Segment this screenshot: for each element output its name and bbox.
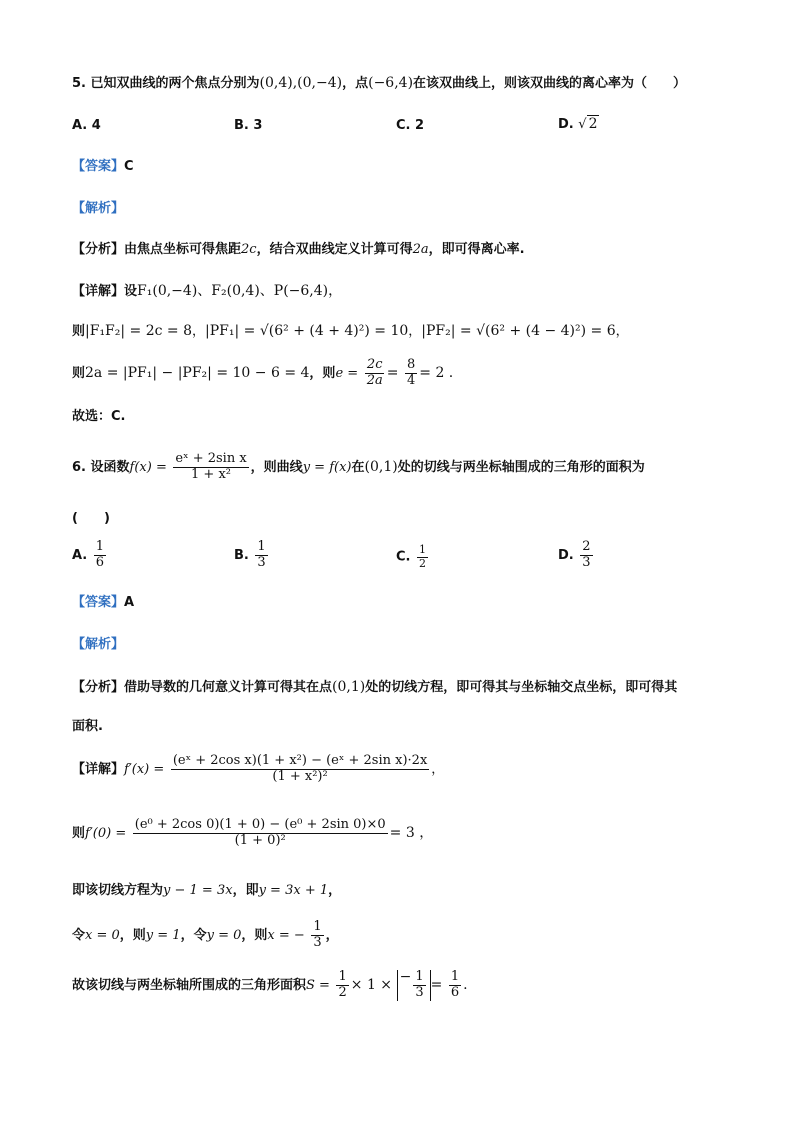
q5-option-c: C. 2 (396, 118, 425, 133)
q6-option-d: D. $\frac{2}{3}$ (558, 539, 591, 570)
q6-option-a: A. $\frac{1}{6}$ (72, 539, 105, 570)
q5-option-a: A. 4 (72, 118, 101, 133)
fraction: $\frac{8}{4}$ (406, 357, 416, 388)
q5-stem: 5. 已知双曲线的两个焦点分别为(0,4),(0,−4)，点(−6,4)在该双曲线上，则该双曲线的离心率为（ ） (72, 75, 687, 91)
q6-fenxi-cont: 面积. (72, 719, 103, 734)
q6-fenxi: 【分析】借助导数的几何意义计算可得其在点(0,1)处的切线方程，即可得其与坐标轴交点坐标，即可得其 (72, 679, 678, 695)
fraction: $\frac{\text{(eˣ + 2cos x)(1 + x²) − (eˣ + 2sin x)·2x}}{\text{(1 + x²)²}}$ (172, 753, 428, 784)
q5-fenxi: 【分析】由焦点坐标可得焦距2c，结合双曲线定义计算可得2a，即可得离心率. (72, 242, 525, 257)
q5-foci: (0,4),(0,−4) (259, 75, 343, 91)
q6-detail-5: 故该切线与两坐标轴所围成的三角形面积S = $\frac{1}{2}$ × 1 × − $\frac{1}{3}$ = $\frac{1}{6}$ . (72, 969, 468, 1000)
q6-detail-1: 【详解】f′(x) = $\frac{\text{(eˣ + 2cos x)(1 + x²) − (eˣ + 2sin x)·2x}}{\text{(1 + x²)²}}$ ， (72, 753, 445, 784)
q6-option-b: B. $\frac{1}{3}$ (234, 539, 266, 570)
q5-option-d: D. √ 2 (558, 116, 598, 132)
q5-analysis-tag: 【解析】 (72, 201, 125, 216)
q6-analysis-tag: 【解析】 (72, 637, 125, 652)
q5-detail-1: 【详解】设F₁(0,−4)、F₂(0,4)、P(−6,4)， (72, 283, 343, 299)
q6-detail-2: 则f′(0) = $\frac{\text{(e⁰ + 2cos 0)(1 + 0) − (e⁰ + 2sin 0)×0}}{\text{(1 + 0)²}}$ = 3 ， (72, 817, 434, 848)
q5-option-b: B. 3 (234, 118, 263, 133)
q5-answer: 【答案】C (72, 159, 134, 174)
fraction: $\frac{1}{3}$ (313, 919, 322, 950)
q6-detail-4: 令x = 0，则y = 1，令y = 0，则x = − $\frac{1}{3}$ ， (72, 919, 339, 950)
q5-detail-2: 则|F₁F₂| = 2c = 8，|PF₁| = √(6² + (4 + 4)²) = 10，|PF₂| = √(6² + (4 − 4)²) = 6， (72, 323, 629, 339)
fraction: $\frac{2c}{2a}$ (366, 357, 383, 388)
q6-option-c: C. $\frac{1}{2}$ (396, 543, 427, 570)
q6-paren: ( ) (72, 511, 110, 526)
q6-stem: 6. 设函数f(x) = $\frac{\text{eˣ + 2sin x}}{\text{1 + x²}}$ ，则曲线y = f(x)在(0,1)处的切线与两坐标轴围成的三角形的面积为 (72, 451, 645, 482)
q5-point: (−6,4) (368, 75, 414, 91)
q6-answer: 【答案】A (72, 595, 135, 610)
fraction: $\frac{\text{eˣ + 2sin x}}{\text{1 + x²}}$ (175, 451, 247, 482)
q5-detail-3: 则2a = |PF₁| − |PF₂| = 10 − 6 = 4，则e = $\frac{2c}{2a}$ = $\frac{8}{4}$ = 2 . (72, 357, 454, 388)
q5-conclusion: 故选：C. (72, 409, 126, 424)
q5-number: 5. (72, 76, 86, 91)
q6-detail-3: 即该切线方程为y − 1 = 3x，即y = 3x + 1， (72, 883, 342, 898)
fraction: $\frac{\text{(e⁰ + 2cos 0)(1 + 0) − (e⁰ + 2sin 0)×0}}{\text{(1 + 0)²}}$ (134, 817, 386, 848)
